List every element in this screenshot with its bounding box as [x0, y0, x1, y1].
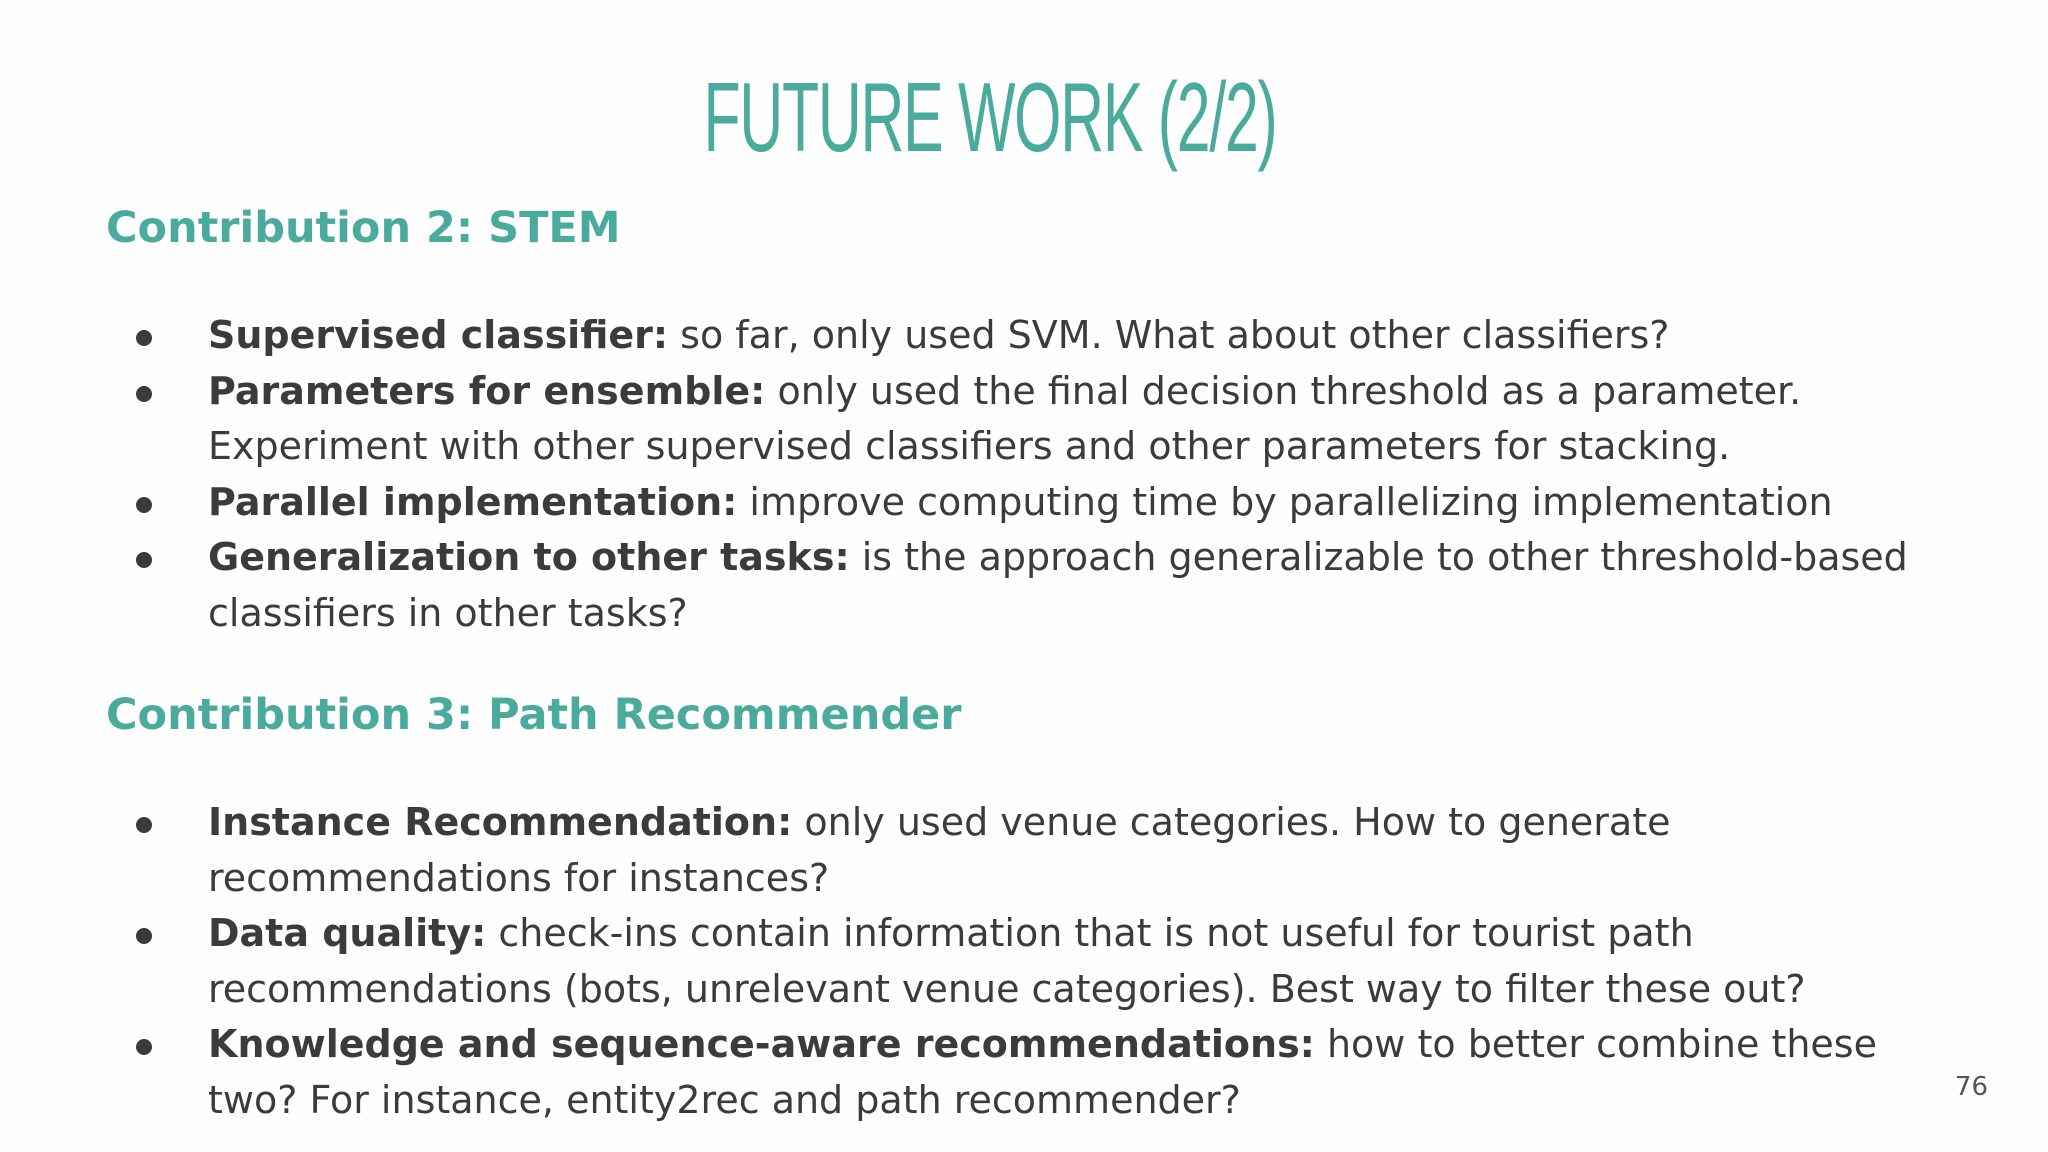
- item-label: Data quality:: [208, 911, 487, 955]
- bullet-dot-icon: [136, 552, 152, 568]
- item-label: Supervised classifier:: [208, 313, 669, 357]
- item-text: only used the final decision threshold as a parameter. Experiment with other supervised classifiers and other parameters for stacking.: [208, 368, 1802, 468]
- item-text: only used venue categories. How to generate recommendations for instances?: [208, 800, 1671, 900]
- bullet-dot-icon: [136, 1039, 152, 1055]
- list-item: [0, 795, 2000, 906]
- item-text: check-ins contain information that is not useful for tourist path recommendations (bots, unrelevant venue categories). Best way to filter these out?: [208, 911, 1806, 1011]
- list-item: [0, 308, 2000, 364]
- bullet-dot-icon: [136, 497, 152, 513]
- item-label: Instance Recommendation:: [208, 800, 793, 844]
- list-item: [0, 364, 2000, 475]
- item-label: Generalization to other tasks:: [208, 535, 850, 579]
- bullet-list-path-recommender: [0, 795, 2000, 1128]
- item-text: improve computing time by parallelizing implementation: [737, 479, 1833, 524]
- item-text: how to better combine these two? For instance, entity2rec and path recommender?: [208, 1022, 1877, 1122]
- list-item: [0, 475, 2000, 531]
- bullet-dot-icon: [136, 817, 152, 833]
- bullet-dot-icon: [136, 386, 152, 402]
- item-label: Parallel implementation:: [208, 479, 738, 524]
- bullet-dot-icon: [136, 330, 152, 346]
- slide-title: FUTURE WORK (2/2): [703, 62, 1277, 172]
- section-heading-stem: Contribution 2: STEM: [106, 203, 621, 253]
- bullet-dot-icon: [136, 928, 152, 944]
- section-heading-path-recommender: Contribution 3: Path Recommender: [106, 690, 962, 740]
- item-label: Parameters for ensemble:: [208, 368, 766, 413]
- list-item: [0, 1017, 2000, 1128]
- list-item: [0, 530, 2000, 641]
- page-number: 76: [1954, 1072, 1988, 1102]
- bullet-list-stem: [0, 308, 2000, 641]
- item-text: is the approach generalizable to other threshold-based classifiers in other tasks?: [208, 535, 1908, 635]
- item-label: Knowledge and sequence-aware recommendations:: [208, 1022, 1315, 1066]
- item-text: so far, only used SVM. What about other classifiers?: [668, 313, 1670, 357]
- list-item: [0, 906, 2000, 1017]
